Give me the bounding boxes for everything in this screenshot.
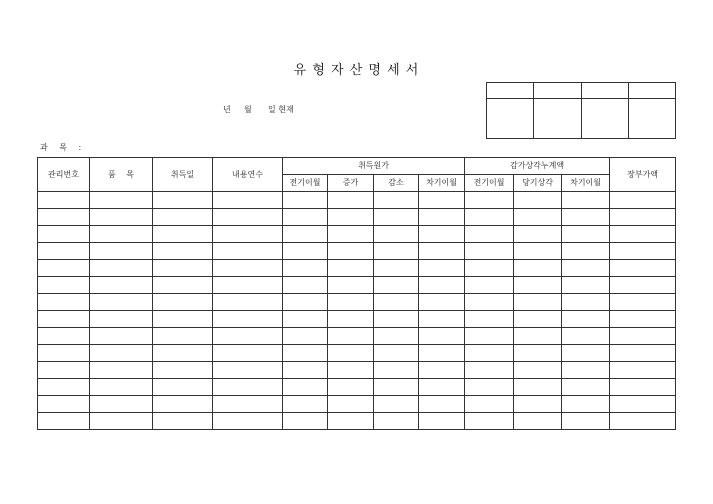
table-cell — [419, 294, 465, 311]
table-cell — [514, 226, 562, 243]
table-cell — [153, 345, 213, 362]
table-cell — [419, 362, 465, 379]
approval-sign-cell — [487, 99, 534, 139]
table-cell — [213, 192, 283, 209]
table-cell — [514, 277, 562, 294]
table-cell — [328, 362, 374, 379]
table-cell — [38, 328, 90, 345]
table-cell — [514, 311, 562, 328]
table-cell — [514, 192, 562, 209]
table-cell — [90, 243, 153, 260]
table-cell — [610, 226, 676, 243]
table-cell — [610, 413, 676, 430]
table-cell — [328, 396, 374, 413]
table-cell — [90, 294, 153, 311]
table-cell — [90, 345, 153, 362]
table-cell — [514, 379, 562, 396]
date-month-label: 월 — [244, 105, 252, 114]
table-row — [38, 413, 676, 430]
table-cell — [610, 277, 676, 294]
table-cell — [374, 362, 419, 379]
table-cell — [514, 362, 562, 379]
table-cell — [562, 243, 610, 260]
table-cell — [465, 328, 514, 345]
table-cell — [328, 277, 374, 294]
table-cell — [38, 413, 90, 430]
approval-header-cell — [629, 83, 676, 99]
table-cell — [419, 243, 465, 260]
table-cell — [283, 243, 328, 260]
table-cell — [465, 192, 514, 209]
table-row — [38, 362, 676, 379]
table-cell — [38, 260, 90, 277]
table-cell — [90, 379, 153, 396]
table-cell — [153, 226, 213, 243]
table-cell — [90, 413, 153, 430]
table-cell — [419, 277, 465, 294]
table-cell — [213, 345, 283, 362]
table-cell — [562, 209, 610, 226]
table-cell — [283, 294, 328, 311]
table-row — [38, 345, 676, 362]
table-cell — [514, 294, 562, 311]
table-cell — [153, 413, 213, 430]
table-cell — [328, 413, 374, 430]
approval-header-cell — [534, 83, 582, 99]
table-cell — [419, 311, 465, 328]
table-cell — [153, 328, 213, 345]
table-cell — [465, 362, 514, 379]
table-cell — [562, 413, 610, 430]
table-cell — [419, 260, 465, 277]
table-row — [38, 328, 676, 345]
table-cell — [562, 277, 610, 294]
table-row — [38, 277, 676, 294]
table-cell — [90, 226, 153, 243]
table-cell — [562, 192, 610, 209]
table-cell — [419, 209, 465, 226]
table-row — [38, 260, 676, 277]
table-cell — [328, 379, 374, 396]
table-cell — [38, 396, 90, 413]
table-cell — [328, 328, 374, 345]
table-cell — [374, 243, 419, 260]
table-cell — [213, 294, 283, 311]
table-cell — [465, 260, 514, 277]
table-cell — [374, 413, 419, 430]
table-cell — [328, 226, 374, 243]
table-cell — [610, 328, 676, 345]
table-cell — [419, 413, 465, 430]
table-row — [38, 379, 676, 396]
table-row — [38, 226, 676, 243]
table-cell — [328, 209, 374, 226]
table-cell — [465, 226, 514, 243]
subheader-cost-decrease: 감소 — [374, 175, 419, 192]
table-cell — [465, 243, 514, 260]
table-cell — [38, 277, 90, 294]
table-cell — [283, 345, 328, 362]
table-cell — [153, 209, 213, 226]
table-cell — [328, 311, 374, 328]
table-cell — [328, 192, 374, 209]
table-cell — [38, 294, 90, 311]
table-cell — [328, 243, 374, 260]
table-cell — [465, 413, 514, 430]
table-cell — [213, 328, 283, 345]
table-cell — [90, 311, 153, 328]
table-cell — [90, 192, 153, 209]
table-cell — [213, 379, 283, 396]
table-cell — [562, 396, 610, 413]
table-cell — [562, 328, 610, 345]
table-cell — [38, 209, 90, 226]
table-cell — [90, 328, 153, 345]
table-cell — [38, 243, 90, 260]
table-cell — [465, 277, 514, 294]
table-cell — [562, 345, 610, 362]
table-cell — [283, 277, 328, 294]
table-cell — [38, 311, 90, 328]
table-row — [38, 294, 676, 311]
table-cell — [374, 379, 419, 396]
table-cell — [374, 209, 419, 226]
table-cell — [610, 260, 676, 277]
table-row — [38, 209, 676, 226]
approval-sign-cell — [629, 99, 676, 139]
approval-header-cell — [487, 83, 534, 99]
table-cell — [153, 362, 213, 379]
approval-sign-row — [487, 99, 676, 139]
table-row — [38, 396, 676, 413]
table-cell — [283, 209, 328, 226]
table-cell — [374, 277, 419, 294]
table-cell — [374, 226, 419, 243]
table-cell — [38, 362, 90, 379]
header-useful-life: 내용연수 — [213, 158, 283, 192]
table-cell — [562, 311, 610, 328]
table-cell — [374, 345, 419, 362]
table-cell — [153, 243, 213, 260]
table-cell — [213, 209, 283, 226]
table-cell — [38, 379, 90, 396]
approval-header-row — [487, 83, 676, 99]
table-cell — [514, 260, 562, 277]
date-day-label: 일 현재 — [268, 105, 294, 114]
table-cell — [90, 362, 153, 379]
approval-box — [486, 82, 676, 139]
table-cell — [419, 379, 465, 396]
table-cell — [213, 260, 283, 277]
table-cell — [283, 396, 328, 413]
table-cell — [90, 260, 153, 277]
table-cell — [38, 226, 90, 243]
table-cell — [213, 413, 283, 430]
table-cell — [283, 362, 328, 379]
table-cell — [328, 260, 374, 277]
table-cell — [283, 328, 328, 345]
table-cell — [153, 311, 213, 328]
table-row — [38, 192, 676, 209]
subheader-dep-carry-over: 차기이월 — [562, 175, 610, 192]
table-cell — [38, 345, 90, 362]
table-cell — [610, 192, 676, 209]
table-cell — [38, 192, 90, 209]
table-cell — [562, 362, 610, 379]
table-cell — [610, 243, 676, 260]
table-cell — [465, 396, 514, 413]
table-cell — [465, 311, 514, 328]
table-cell — [610, 209, 676, 226]
table-cell — [213, 396, 283, 413]
subheader-cost-increase: 증가 — [328, 175, 374, 192]
subheader-cost-carry-over: 차기이월 — [419, 175, 465, 192]
table-cell — [562, 379, 610, 396]
table-cell — [514, 413, 562, 430]
table-cell — [610, 396, 676, 413]
table-cell — [213, 243, 283, 260]
table-cell — [419, 192, 465, 209]
table-cell — [374, 260, 419, 277]
approval-sign-cell — [582, 99, 629, 139]
subheader-cost-carried-forward: 전기이월 — [283, 175, 328, 192]
table-cell — [328, 294, 374, 311]
table-cell — [374, 192, 419, 209]
table-cell — [328, 345, 374, 362]
table-row — [38, 243, 676, 260]
table-cell — [514, 328, 562, 345]
table-cell — [465, 294, 514, 311]
table-cell — [374, 294, 419, 311]
table-cell — [153, 294, 213, 311]
table-cell — [465, 209, 514, 226]
table-cell — [90, 396, 153, 413]
table-cell — [562, 260, 610, 277]
subject-label: 과 목 : — [40, 143, 82, 152]
table-cell — [213, 226, 283, 243]
approval-header-cell — [582, 83, 629, 99]
subheader-dep-current: 당기상각 — [514, 175, 562, 192]
table-cell — [514, 243, 562, 260]
table-cell — [514, 209, 562, 226]
table-cell — [153, 192, 213, 209]
table-cell — [610, 294, 676, 311]
table-cell — [153, 379, 213, 396]
header-item: 품 목 — [90, 158, 153, 192]
approval-sign-cell — [534, 99, 582, 139]
table-cell — [283, 226, 328, 243]
document-title: 유 형 자 산 명 세 서 — [293, 63, 420, 78]
table-cell — [213, 311, 283, 328]
subheader-dep-carried-forward: 전기이월 — [465, 175, 514, 192]
table-cell — [419, 226, 465, 243]
table-cell — [465, 345, 514, 362]
table-cell — [514, 345, 562, 362]
table-cell — [610, 362, 676, 379]
table-cell — [283, 311, 328, 328]
table-cell — [283, 379, 328, 396]
table-cell — [283, 192, 328, 209]
table-row — [38, 311, 676, 328]
table-cell — [374, 311, 419, 328]
table-cell — [153, 396, 213, 413]
table-header-row — [38, 158, 676, 175]
table-cell — [419, 345, 465, 362]
table-cell — [562, 226, 610, 243]
asset-table — [37, 157, 676, 430]
table-cell — [283, 413, 328, 430]
header-accumulated-depreciation: 감가상각누계액 — [465, 158, 610, 175]
date-year-label: 년 — [223, 105, 231, 114]
header-book-value: 장부가액 — [610, 158, 676, 192]
table-cell — [213, 362, 283, 379]
table-cell — [562, 294, 610, 311]
table-cell — [153, 277, 213, 294]
table-cell — [419, 396, 465, 413]
table-cell — [514, 396, 562, 413]
table-cell — [374, 328, 419, 345]
header-acquisition-date: 취득일 — [153, 158, 213, 192]
table-cell — [419, 328, 465, 345]
table-cell — [610, 345, 676, 362]
table-cell — [610, 379, 676, 396]
header-management-no: 관리번호 — [38, 158, 90, 192]
table-cell — [610, 311, 676, 328]
table-cell — [153, 260, 213, 277]
table-cell — [465, 379, 514, 396]
table-cell — [90, 277, 153, 294]
table-cell — [283, 260, 328, 277]
table-cell — [374, 396, 419, 413]
table-cell — [90, 209, 153, 226]
header-acquisition-cost: 취득원가 — [283, 158, 465, 175]
table-cell — [213, 277, 283, 294]
